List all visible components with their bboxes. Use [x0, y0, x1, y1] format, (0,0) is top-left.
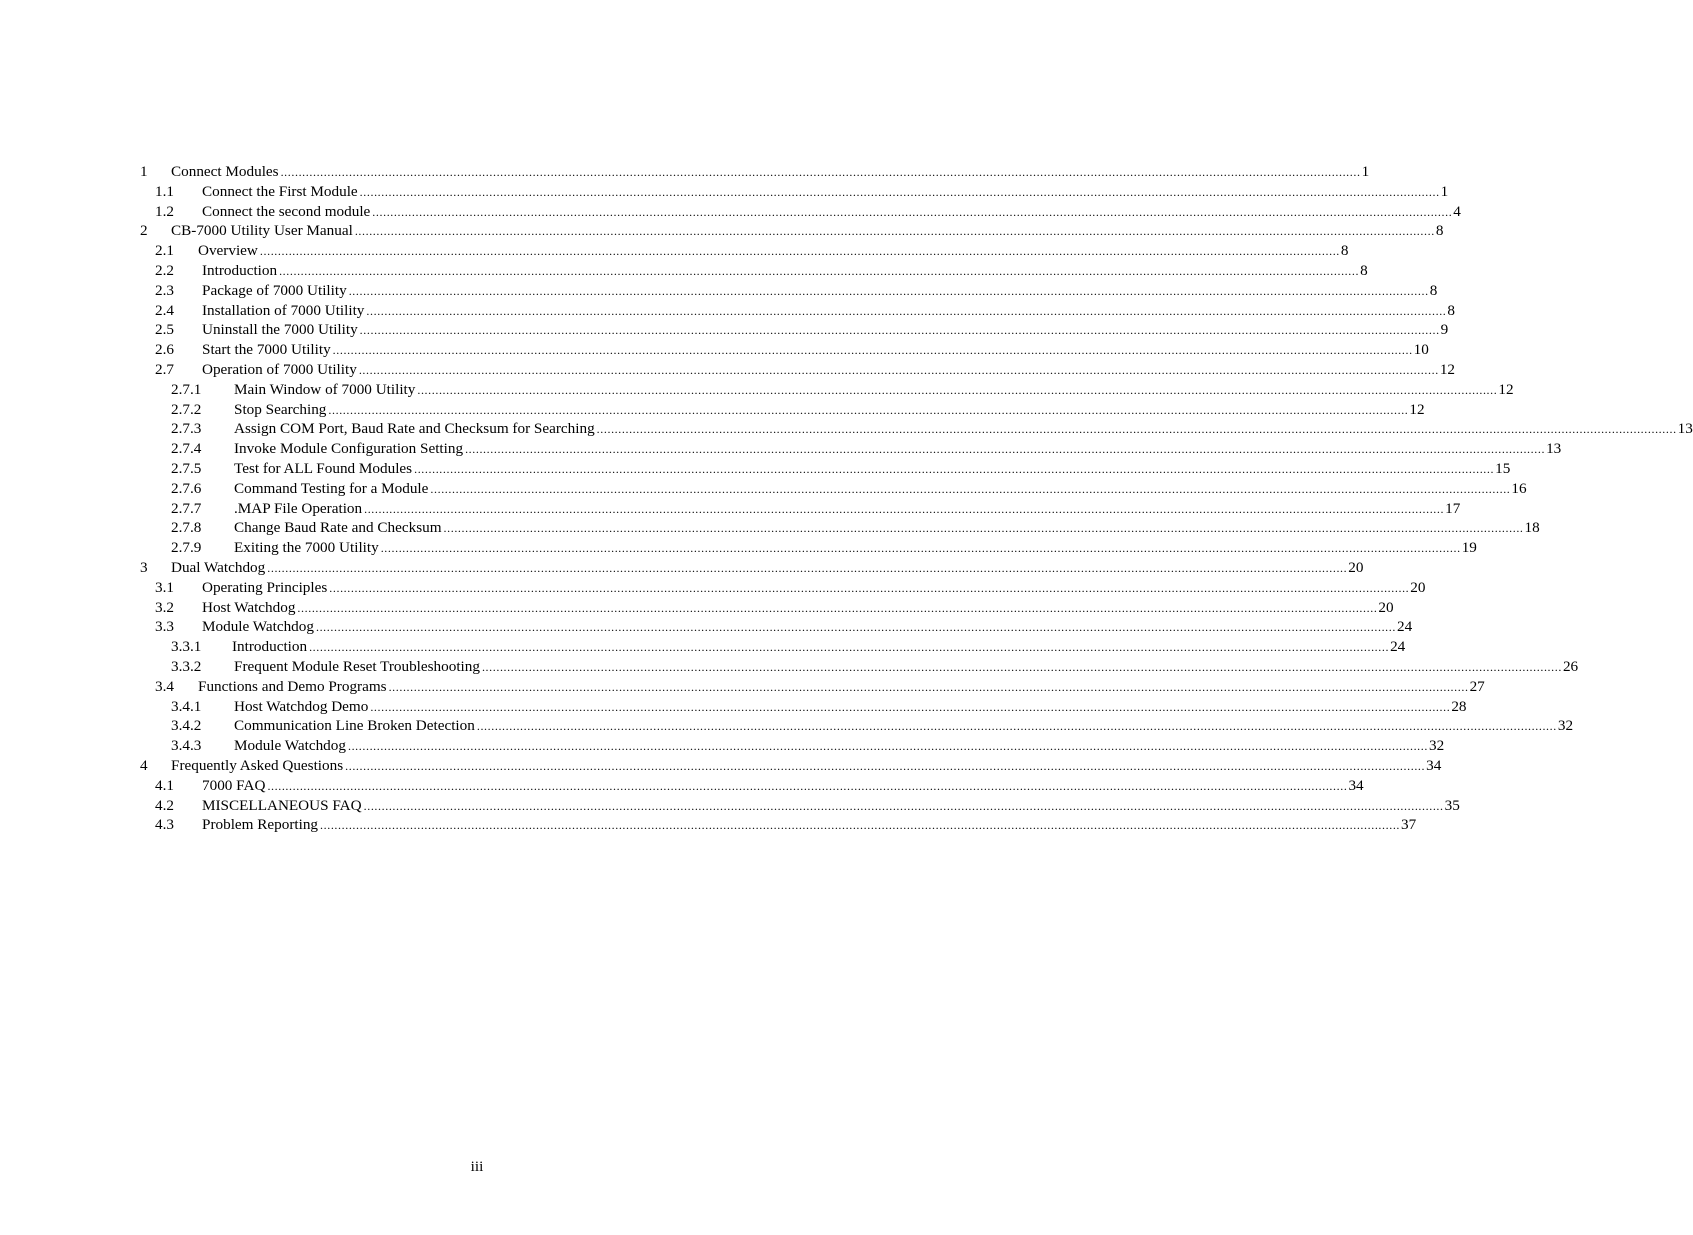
toc-entry-number: 3.4.3: [171, 737, 202, 755]
toc-entry[interactable]: [140, 657, 1579, 677]
toc-entry-number: 3: [140, 558, 148, 576]
toc-dot-leader: ............................................................................................................................................................................................................................................................................................................: [297, 600, 1378, 615]
toc-dot-leader: ............................................................................................................................................................................................................................................................................................................: [358, 362, 1439, 377]
toc-entry-title: Change Baud Rate and Checksum: [234, 519, 442, 537]
toc-dot-leader: ............................................................................................................................................................................................................................................................................................................: [354, 224, 1435, 239]
toc-entry-number: 2.7.2: [171, 400, 202, 418]
toc-entry-number: 1.2: [155, 202, 174, 220]
toc-entry-number: 2.2: [155, 261, 174, 279]
toc-entry-page: 9: [1440, 321, 1449, 339]
toc-dot-leader: ............................................................................................................................................................................................................................................................................................................: [430, 481, 1511, 496]
toc-entry-page: 15: [1495, 459, 1511, 477]
toc-entry-title: Installation of 7000 Utility: [202, 301, 365, 319]
toc-entry-title: Overview: [198, 242, 258, 260]
toc-entry-page: 13: [1677, 420, 1693, 438]
toc-entry-page: 20: [1378, 598, 1394, 616]
toc-entry-title: Operating Principles: [202, 578, 328, 596]
toc-entry-number: 3.4.1: [171, 697, 202, 715]
toc-entry-page: 8: [1435, 222, 1444, 240]
toc-entry-title: Main Window of 7000 Utility: [234, 380, 416, 398]
toc-dot-leader: ............................................................................................................................................................................................................................................................................................................: [476, 719, 1557, 734]
toc-entry-title: CB-7000 Utility User Manual: [171, 222, 353, 240]
toc-entry-page: 20: [1410, 578, 1426, 596]
toc-entry-title: Command Testing for a Module: [234, 479, 429, 497]
toc-dot-leader: ............................................................................................................................................................................................................................................................................................................: [259, 244, 1340, 259]
toc-entry-number: 2.7: [155, 360, 174, 378]
toc-entry-page: 20: [1348, 558, 1364, 576]
toc-entry-title: Introduction: [232, 638, 308, 656]
toc-entry-page: 1: [1361, 163, 1370, 180]
toc-entry-title: Host Watchdog: [202, 598, 296, 616]
toc-entry-page: 18: [1524, 519, 1540, 537]
toc-entry-number: 2.1: [155, 242, 174, 260]
page-number: iii: [470, 1158, 484, 1175]
toc-entry-page: 4: [1453, 202, 1461, 220]
toc-entry[interactable]: [140, 736, 1445, 756]
toc-entry-title: Assign COM Port, Baud Rate and Checksum for Searching: [234, 420, 595, 438]
toc-entry-page: 16: [1511, 479, 1527, 497]
toc-entry-title: Module Watchdog: [234, 737, 346, 755]
toc-dot-leader: ............................................................................................................................................................................................................................................................................................................: [329, 580, 1410, 595]
toc-entry-number: 2: [140, 222, 148, 240]
toc-dot-leader: ............................................................................................................................................................................................................................................................................................................: [345, 758, 1426, 773]
toc-entry[interactable]: [140, 518, 1540, 538]
toc-entry[interactable]: [140, 241, 1349, 261]
toc-entry[interactable]: [140, 202, 1461, 222]
toc-entry[interactable]: [140, 182, 1449, 202]
toc-entry-title: MISCELLANEOUS FAQ: [202, 796, 362, 814]
toc-entry-number: 3.3.1: [171, 638, 202, 656]
toc-dot-leader: ............................................................................................................................................................................................................................................................................................................: [417, 382, 1498, 397]
toc-entry-title: Start the 7000 Utility: [202, 341, 331, 359]
toc-entry[interactable]: [140, 756, 1442, 776]
toc-entry[interactable]: [140, 419, 1693, 439]
toc-entry-title: Package of 7000 Utility: [202, 281, 347, 299]
toc-entry-number: 2.3: [155, 281, 174, 299]
toc-entry-page: 17: [1445, 499, 1461, 517]
toc-entry-page: 34: [1426, 756, 1442, 774]
toc-entry[interactable]: [140, 479, 1527, 499]
toc-dot-leader: ............................................................................................................................................................................................................................................................................................................: [380, 541, 1461, 556]
toc-dot-leader: ............................................................................................................................................................................................................................................................................................................: [267, 560, 1348, 575]
toc-entry-page: 1: [1440, 182, 1449, 200]
toc-entry[interactable]: [140, 301, 1455, 321]
toc-entry-number: 3.4: [155, 677, 174, 695]
toc-dot-leader: ............................................................................................................................................................................................................................................................................................................: [280, 165, 1361, 179]
toc-entry[interactable]: [140, 677, 1485, 697]
toc-entry-title: Problem Reporting: [202, 816, 319, 834]
toc-entry-number: 4.1: [155, 776, 174, 794]
toc-entry[interactable]: [140, 439, 1562, 459]
toc-entry-number: 2.7.3: [171, 420, 202, 438]
toc-entry-page: 32: [1428, 737, 1445, 755]
toc-entry-page: 37: [1401, 816, 1417, 834]
toc-entry-title: Stop Searching: [234, 400, 327, 418]
toc-entry[interactable]: [140, 578, 1426, 598]
toc-dot-leader: ............................................................................................................................................................................................................................................................................................................: [348, 283, 1429, 298]
toc-dot-leader: ............................................................................................................................................................................................................................................................................................................: [388, 679, 1469, 694]
toc-dot-leader: ............................................................................................................................................................................................................................................................................................................: [359, 184, 1440, 199]
toc-entry[interactable]: [140, 617, 1413, 637]
toc-dot-leader: ............................................................................................................................................................................................................................................................................................................: [267, 778, 1348, 793]
toc-entry-page: 8: [1429, 281, 1438, 299]
toc-entry-page: 35: [1444, 796, 1460, 814]
toc-entry-number: 3.3: [155, 618, 174, 636]
toc-entry-page: 12: [1409, 400, 1425, 418]
toc-entry-title: Exiting the 7000 Utility: [234, 539, 379, 557]
toc-entry[interactable]: [140, 459, 1511, 479]
toc-entry-title: Connect the First Module: [202, 182, 358, 200]
toc-entry[interactable]: [140, 499, 1461, 519]
toc-entry-number: 2.4: [155, 301, 174, 319]
toc-dot-leader: ............................................................................................................................................................................................................................................................................................................: [414, 461, 1495, 476]
toc-entry[interactable]: [140, 320, 1449, 340]
toc-entry[interactable]: [140, 380, 1514, 400]
toc-dot-leader: ............................................................................................................................................................................................................................................................................................................: [481, 659, 1562, 674]
toc-dot-leader: ............................................................................................................................................................................................................................................................................................................: [363, 798, 1444, 813]
toc-dot-leader: ............................................................................................................................................................................................................................................................................................................: [347, 739, 1428, 754]
toc-entry-title: Operation of 7000 Utility: [202, 360, 357, 378]
toc-entry-title: Host Watchdog Demo: [234, 697, 369, 715]
toc-entry-title: Frequent Module Reset Troubleshooting: [234, 657, 480, 675]
toc-entry-number: 3.1: [155, 578, 174, 596]
toc-entry[interactable]: [140, 598, 1394, 618]
toc-entry-number: 1.1: [155, 182, 174, 200]
toc-dot-leader: ............................................................................................................................................................................................................................................................................................................: [366, 303, 1447, 318]
toc-entry-title: Test for ALL Found Modules: [234, 459, 413, 477]
toc-entry[interactable]: [140, 538, 1477, 558]
toc-entry-number: 2.7.4: [171, 440, 202, 458]
toc-entry[interactable]: [140, 360, 1455, 380]
toc-entry-page: 24: [1396, 618, 1413, 636]
toc-entry-number: 2.7.7: [171, 499, 202, 517]
toc-entry-title: Frequently Asked Questions: [171, 756, 344, 774]
toc-entry-number: 2.5: [155, 321, 174, 339]
toc-dot-leader: ............................................................................................................................................................................................................................................................................................................: [332, 343, 1413, 358]
toc-dot-leader: ............................................................................................................................................................................................................................................................................................................: [370, 699, 1451, 714]
toc-entry-number: 4.3: [155, 816, 174, 834]
toc-entry-page: 27: [1469, 677, 1485, 695]
toc-entry-page: 28: [1451, 697, 1467, 715]
toc-entry-page: 32: [1557, 717, 1574, 735]
toc-entry-title: Module Watchdog: [202, 618, 314, 636]
toc-dot-leader: ............................................................................................................................................................................................................................................................................................................: [364, 501, 1445, 516]
toc-dot-leader: ............................................................................................................................................................................................................................................................................................................: [359, 323, 1440, 338]
toc-entry-page: 34: [1348, 776, 1364, 794]
toc-entry-page: 12: [1439, 360, 1455, 378]
toc-entry-page: 8: [1447, 301, 1455, 319]
toc-entry-number: 2.7.6: [171, 479, 202, 497]
toc-entry[interactable]: [140, 162, 1370, 182]
toc-entry-number: 2.6: [155, 341, 174, 359]
toc-entry-title: Communication Line Broken Detection: [234, 717, 475, 735]
toc-entry[interactable]: [140, 796, 1460, 816]
toc-entry-title: Dual Watchdog: [171, 558, 266, 576]
toc-entry-number: 3.2: [155, 598, 174, 616]
toc-entry-title: .MAP File Operation: [234, 499, 363, 517]
toc-dot-leader: ............................................................................................................................................................................................................................................................................................................: [596, 422, 1677, 437]
toc-entry-page: 13: [1546, 440, 1562, 458]
toc-entry-title: Invoke Module Configuration Setting: [234, 440, 464, 458]
toc-entry-title: Introduction: [202, 261, 278, 279]
toc-dot-leader: ............................................................................................................................................................................................................................................................................................................: [372, 204, 1453, 219]
table-of-contents: [140, 162, 1693, 835]
toc-entry-number: 4.2: [155, 796, 174, 814]
toc-entry[interactable]: [140, 815, 1417, 835]
toc-entry-title: Functions and Demo Programs: [198, 677, 387, 695]
toc-entry-page: 10: [1413, 341, 1429, 359]
toc-entry-page: 8: [1340, 242, 1349, 260]
toc-dot-leader: ............................................................................................................................................................................................................................................................................................................: [443, 521, 1524, 536]
toc-entry[interactable]: [140, 340, 1429, 360]
toc-entry[interactable]: [140, 776, 1364, 796]
toc-entry[interactable]: [140, 261, 1368, 281]
toc-dot-leader: ............................................................................................................................................................................................................................................................................................................: [328, 402, 1409, 417]
toc-entry-number: 1: [140, 163, 148, 180]
toc-entry[interactable]: [140, 558, 1364, 578]
toc-entry[interactable]: [140, 697, 1467, 717]
toc-entry[interactable]: [140, 281, 1438, 301]
toc-entry-page: 19: [1461, 539, 1477, 557]
toc-entry-page: 24: [1390, 638, 1406, 656]
toc-entry-number: 2.7.5: [171, 459, 202, 477]
toc-entry-page: 26: [1562, 657, 1579, 675]
toc-entry-page: 12: [1498, 380, 1514, 398]
toc-entry-number: 3.3.2: [171, 657, 202, 675]
toc-entry-number: 3.4.2: [171, 717, 202, 735]
toc-dot-leader: ............................................................................................................................................................................................................................................................................................................: [465, 442, 1546, 457]
toc-entry-number: 2.7.8: [171, 519, 202, 537]
toc-entry-title: 7000 FAQ: [202, 776, 266, 794]
toc-dot-leader: ............................................................................................................................................................................................................................................................................................................: [309, 640, 1390, 655]
toc-entry-number: 2.7.1: [171, 380, 202, 398]
toc-entry-number: 2.7.9: [171, 539, 202, 557]
toc-entry[interactable]: [140, 637, 1406, 657]
toc-entry[interactable]: [140, 400, 1425, 420]
toc-dot-leader: ............................................................................................................................................................................................................................................................................................................: [279, 263, 1360, 278]
toc-entry-title: Connect the second module: [202, 202, 371, 220]
toc-entry-number: 4: [140, 756, 148, 774]
toc-dot-leader: ............................................................................................................................................................................................................................................................................................................: [320, 818, 1401, 833]
toc-dot-leader: ............................................................................................................................................................................................................................................................................................................: [315, 620, 1396, 635]
toc-entry-page: 8: [1360, 261, 1368, 279]
toc-entry-title: Uninstall the 7000 Utility: [202, 321, 358, 339]
toc-entry[interactable]: [140, 716, 1574, 736]
toc-entry-title: Connect Modules: [171, 163, 279, 180]
toc-entry[interactable]: [140, 221, 1444, 241]
